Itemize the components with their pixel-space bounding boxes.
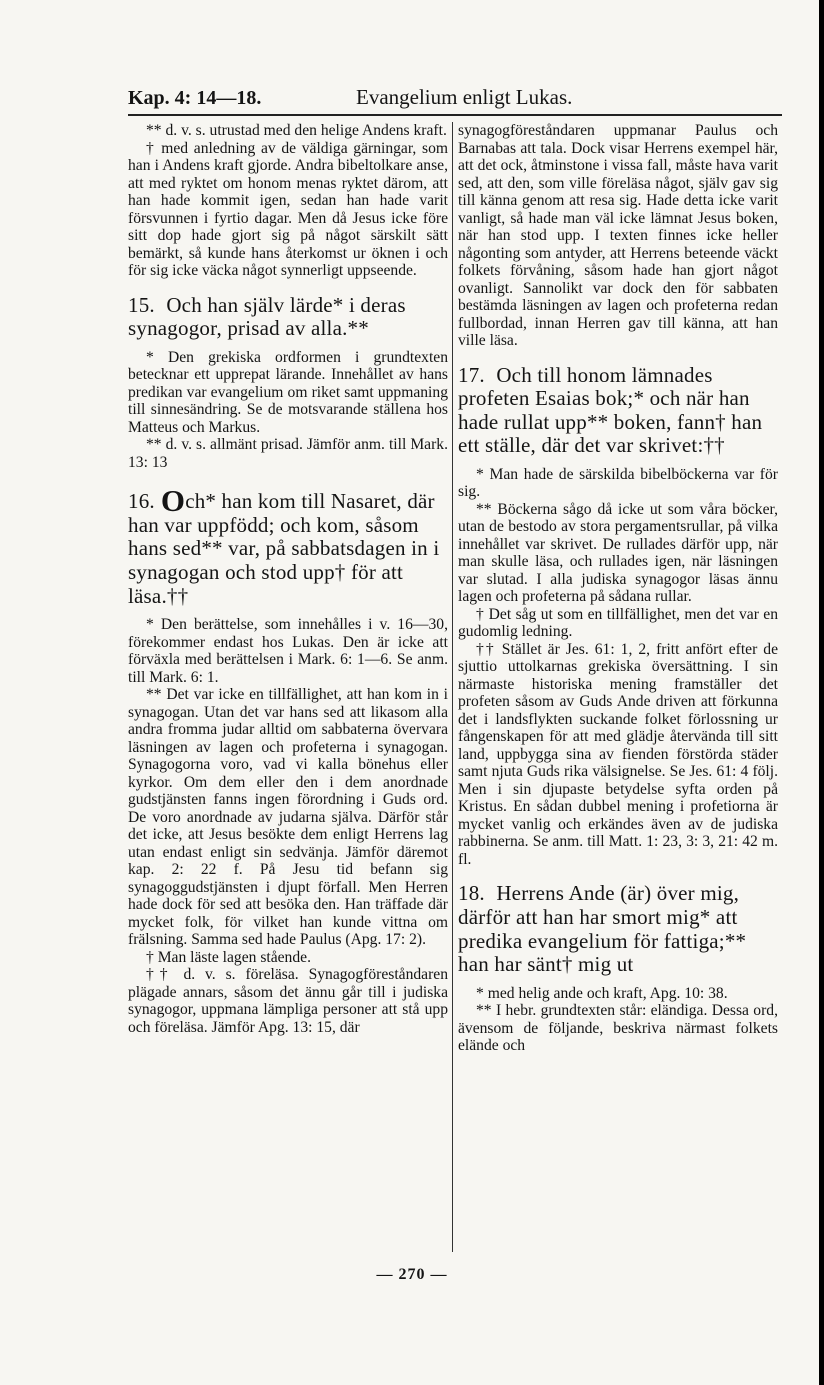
verse-number: 18.	[458, 881, 485, 906]
drop-capital: O	[160, 483, 186, 519]
footnote: * Den grekiska ordformen i grundtexten betecknar ett upprepat lärande. Innehållet av hans predikan var evangelium om riket samt uppmaning till sinnesändring. Se de motsvarande ställena hos Matteus och Markus.	[128, 348, 448, 436]
footnote: † Det såg ut som en tillfällighet, men det var en gudomlig ledning.	[458, 605, 778, 641]
left-column	[128, 122, 448, 1036]
verse-number: 16.	[128, 489, 155, 514]
right-column	[458, 122, 778, 1055]
footnote: * med helig ande och kraft, Apg. 10: 38.	[476, 984, 728, 1002]
footnote: †† Stället är Jes. 61: 1, 2, fritt anfört efter de sjuttio uttolkarnas grekiska översättning. I sin närmaste historiska mening framställer det profeten såsom av Guds Ande driven att förkunna det i landsflykten suckande folket förlossning ur fångenskapen för att med glädje återvända till sitt land, uppbygga sina av fienden förstörda städer samt njuta Guds rika välsignelse. Se Jes. 61: 4 följ. Men i sin djupaste betydelse syfta orden på Kristus. En sådan dubbel mening i profetiorna är mycket vanlig och erkändes även av de judiska rabbinerna. Se anm. till Matt. 1: 23, 3: 3, 21: 42 m. fl.	[458, 640, 778, 868]
verse-16	[128, 483, 448, 608]
verse-text: Herrens Ande (är) över mig, därför att han har smort mig* att predika evangelium för fattiga;** han har sänt† mig ut	[458, 881, 747, 977]
book-title: Evangelium enligt Lukas.	[356, 85, 573, 109]
footnote: †† d. v. s. föreläsa. Synagogföreståndaren plägade annars, såsom det ännu går till i judiska synagogor, uppmana lämpliga personer att stå upp och föreläsa. Jämför Apg. 13: 15, där	[128, 966, 448, 1036]
footnote: ** d. v. s. allmänt prisad. Jämför anm. till Mark. 13: 13	[128, 436, 448, 471]
verse-18	[458, 882, 778, 976]
footnote-continuation: synagogföreståndaren uppmanar Paulus och Barnabas att tala. Dock visar Herrens exempel här, att det ock, åtminstone i vissa fall, måste hava varit sed, att den, som ville föreläsa något, själv gav sig till känna genom att resa sig. Hade detta icke varit vanligt, så hade man väl icke lämnat Jesus boken, när han stod upp. I texten finnes icke heller någonting som antyder, att Herrens beteende väckt folkets förvåning, såsom hade han gjort något ovanligt. Sannolikt var dock den för sabbaten bestämda läsningen av lagen och profeterna redan fullbordad, innan Herren gav till känna, att han ville läsa.	[458, 122, 778, 349]
footnote: † Man läste lagen stående.	[146, 948, 311, 966]
chapter-reference: Kap. 4: 14—18.	[128, 87, 262, 109]
verse-17	[458, 364, 778, 458]
page-edge-rule	[819, 0, 824, 1385]
verse-number: 15.	[128, 292, 155, 317]
verse-text: ch* han kom till Nasaret, där han var uppfödd; och kom, såsom hans sed** var, på sabbatsdagen in i synagogan och stod upp† för att läsa.††	[128, 489, 440, 608]
footnote: ** Det var icke en tillfällighet, att han kom in i synagogan. Utan det var hans sed att likasom alla andra fromma judar alltid om sabbaterna övervara läsningen av lagen och profeterna i synagogan. Synagogorna voro, vad vi kalla bönehus eller kyrkor. Om dem eller den i dem anordnade gudstjänsten fanns ingen förordning i Guds ord. De voro anordnade av judarna själva. Därför står det icke, att Jesus besökte dem enligt Herrens lag utan endast enligt sin sedvänja. Jämför däremot kap. 2: 22 f. På Jesu tid befann sig synagoggudstjänsten i djupt förfall. Men Herren hade dock för sed att besöka den. Han träffade där mycket folk, för vilket han kunde vittna om frälsning. Samma sed hade Paulus (Apg. 17: 2).	[128, 686, 448, 949]
footnote: * Man hade de särskilda bibelböckerna var för sig.	[458, 465, 778, 501]
column-divider	[452, 122, 453, 1252]
footnote: ** d. v. s. utrustad med den helige Andens kraft.	[146, 122, 447, 139]
verse-15	[128, 294, 448, 341]
running-header	[128, 84, 782, 116]
footnote: ** I hebr. grundtexten står: eländiga. Dessa ord, ävensom de följande, beskriva närmast folkets elände och	[458, 1002, 778, 1055]
footnote: ** Böckerna sågo då icke ut som våra böcker, utan de bestodo av stora pergamentsrullar, på vilka innehållet var skrivet. De rullades därför upp, när man skulle läsa, och rullades igen, när läsningen var slutad. I alla judiska synagogor läsas ännu lagen och profeterna på sådana rullar.	[458, 500, 778, 606]
verse-text: Och han själv lärde* i deras synagogor, prisad av alla.**	[128, 292, 406, 341]
verse-number: 17.	[458, 362, 485, 387]
footnote: † med anledning av de väldiga gärningar, som han i Andens kraft gjorde. Andra bibeltolkare anse, att med ryktet om honom menas ryktet därom, att han hade kommit igen, sedan han hade varit försvunnen i fyrtio dagar. Men då Jesus icke före sitt dop hade gjort sig på något särskilt sätt bemärkt, så kunde hans återkomst ur öknen i och för sig icke väcka något synnerligt uppseende.	[128, 139, 448, 279]
page-number: — 270 —	[376, 1266, 448, 1283]
verse-text: Och till honom lämnades profeten Esaias bok;* och när han hade rullat upp** boken, fann† han ett ställe, där det var skrivet:††	[458, 362, 763, 458]
footnote: * Den berättelse, som innehålles i v. 16—30, förekommer endast hos Lukas. Den är icke att förväxla med berättelsen i Mark. 6: 1—6. Se anm. till Mark. 6: 1.	[128, 616, 448, 686]
